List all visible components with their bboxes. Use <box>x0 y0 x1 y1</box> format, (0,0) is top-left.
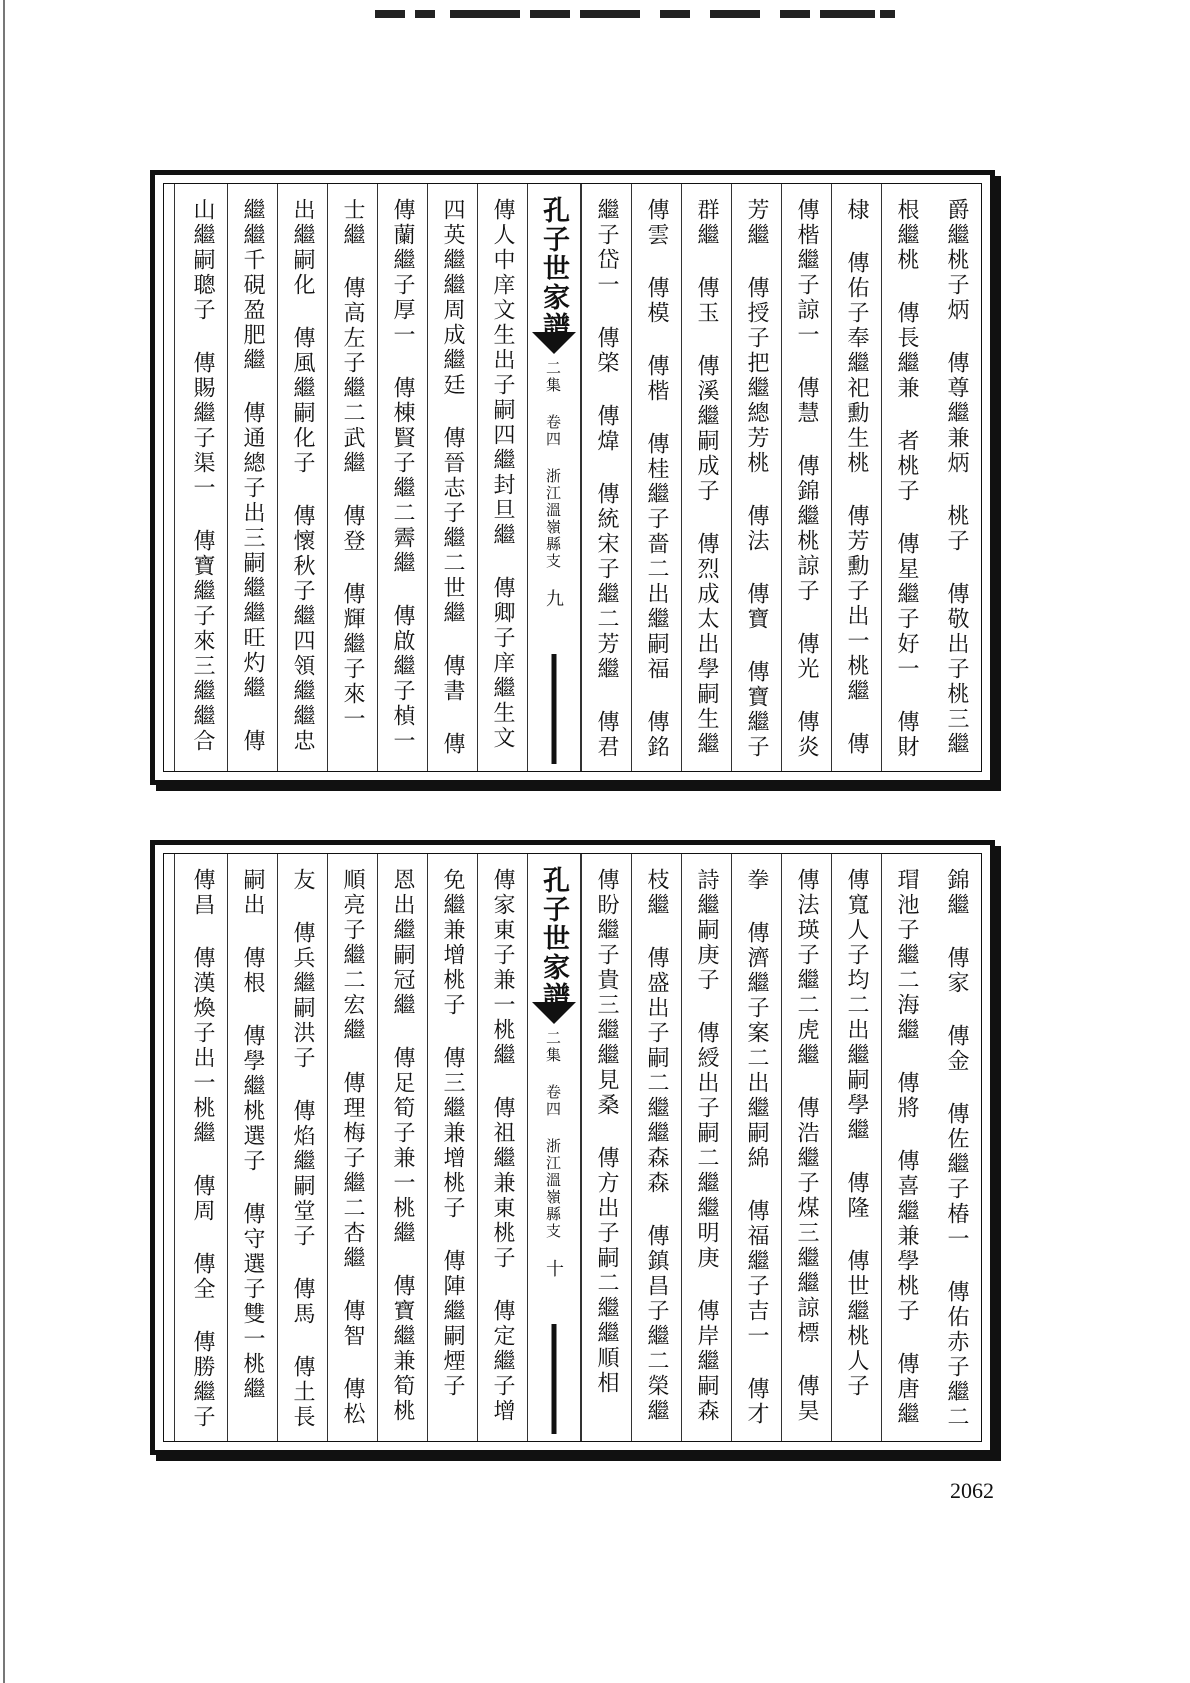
volume-label: 二集 卷四 浙江溫嶺縣支 <box>544 1030 562 1240</box>
text-column: 繼子岱一 傳棨 傳煒 傳統宋子繼二芳繼 傳君 <box>581 184 631 771</box>
fish-tail-mark <box>532 332 576 354</box>
text-column: 四英繼繼周成繼廷 傳晉志子繼二世繼 傳書 傳 <box>427 184 477 771</box>
center-title-column <box>527 854 581 1441</box>
text-column: 繼繼千硯盈肥繼 傳通總子出三嗣繼繼旺灼繼 傳 <box>227 184 277 771</box>
text-column: 傳楷繼子諒一 傳慧 傳錦繼桃諒子 傳光 傳炎 <box>781 184 831 771</box>
text-column: 恩出繼嗣冠繼 傳足筍子兼一桃繼 傳寶繼兼筍桃 <box>377 854 427 1441</box>
fish-tail-mark <box>532 1002 576 1024</box>
text-column: 出繼嗣化 傳風繼嗣化子 傳懷秋子繼四領繼繼忠 <box>277 184 327 771</box>
volume-label: 二集 卷四 浙江溫嶺縣支 <box>544 360 562 570</box>
text-column: 山繼嗣聰子 傳賜繼子渠一 傳寶繼子來三繼繼合 <box>174 184 227 771</box>
text-column: 錦繼 傳家 傳金 傳佐繼子椿一 傳佑赤子繼二 <box>944 868 969 1430</box>
center-bar <box>552 1324 557 1434</box>
text-column: 嗣出 傳根 傳學繼桃選子 傳守選子雙一桃繼 <box>227 854 277 1441</box>
center-title-column <box>527 184 581 771</box>
text-column: 詩繼嗣庚子 傳綬出子嗣二繼繼明庚 傳岸繼嗣森 <box>681 854 731 1441</box>
text-column: 友 傳兵繼嗣洪子 傳焰繼嗣堂子 傳馬 傳土長 <box>277 854 327 1441</box>
scan-edge-line <box>3 0 5 1683</box>
text-column: 傳人中庠文生出子嗣四繼封旦繼 傳卿子庠繼生文 <box>477 184 527 771</box>
text-column: 傳蘭繼子厚一 傳棟賢子繼二霽繼 傳啟繼子楨一 <box>377 184 427 771</box>
book-title: 孔子世家譜 <box>538 866 569 1011</box>
text-column: 傳盼繼子貴三繼繼見桑 傳方出子嗣二繼繼順相 <box>581 854 631 1441</box>
folio-number: 九 <box>543 589 564 607</box>
text-column: 傳家東子兼一桃繼 傳祖繼兼東桃子 傳定繼子增 <box>477 854 527 1441</box>
text-column: 傳法瑛子繼二虎繼 傳浩繼子煤三繼繼諒標 傳昊 <box>781 854 831 1441</box>
page-number: 2062 <box>950 1478 994 1503</box>
text-column: 士繼 傳高左子繼二武繼 傳登 傳輝繼子來一 <box>327 184 377 771</box>
text-column: 枝繼 傳盛出子嗣二繼繼森森 傳鎮昌子繼二榮繼 <box>631 854 681 1441</box>
folio-number: 十 <box>543 1259 564 1277</box>
text-column: 免繼兼增桃子 傳三繼兼增桃子 傳陣繼嗣煙子 <box>427 854 477 1441</box>
text-column: 傳雲 傳模 傳楷 傳桂繼子嗇二出繼嗣福 傳銘 <box>631 184 681 771</box>
text-column: 芳繼 傳授子把繼總芳桃 傳法 傳寶 傳寶繼子 <box>731 184 781 771</box>
genealogy-panel-bottom <box>150 840 995 1455</box>
text-column: 群繼 傳玉 傳溪繼嗣成子 傳烈成太出學嗣生繼 <box>681 184 731 771</box>
center-bar <box>552 654 557 764</box>
text-column: 傳昌 傳漢煥子出一桃繼 傳周 傳全 傳勝繼子 <box>174 854 227 1441</box>
genealogy-panel-top <box>150 170 995 785</box>
cropped-header-remnant <box>20 10 950 20</box>
text-column: 爵繼桃子炳 傳尊繼兼炳 桃子 傳敬出子桃三繼 <box>944 198 969 757</box>
book-title: 孔子世家譜 <box>538 196 569 341</box>
text-column: 傳寬人子均二出繼嗣學繼 傳隆 傳世繼桃人子 <box>831 854 881 1441</box>
text-column: 棣 傳佑子奉繼祀勳生桃 傳芳勳子出一桃繼 傳 <box>831 184 881 771</box>
text-column: 順亮子繼二宏繼 傳理梅子繼二杏繼 傳智 傳松 <box>327 854 377 1441</box>
text-column: 瑁池子繼二海繼 傳將 傳喜繼兼學桃子 傳唐繼 <box>881 854 931 1441</box>
text-column: 拳 傳濟繼子案二出繼嗣綿 傳福繼子吉一 傳才 <box>731 854 781 1441</box>
text-column: 根繼桃 傳長繼兼 者桃子 傳星繼子好一 傳財 <box>881 184 931 771</box>
